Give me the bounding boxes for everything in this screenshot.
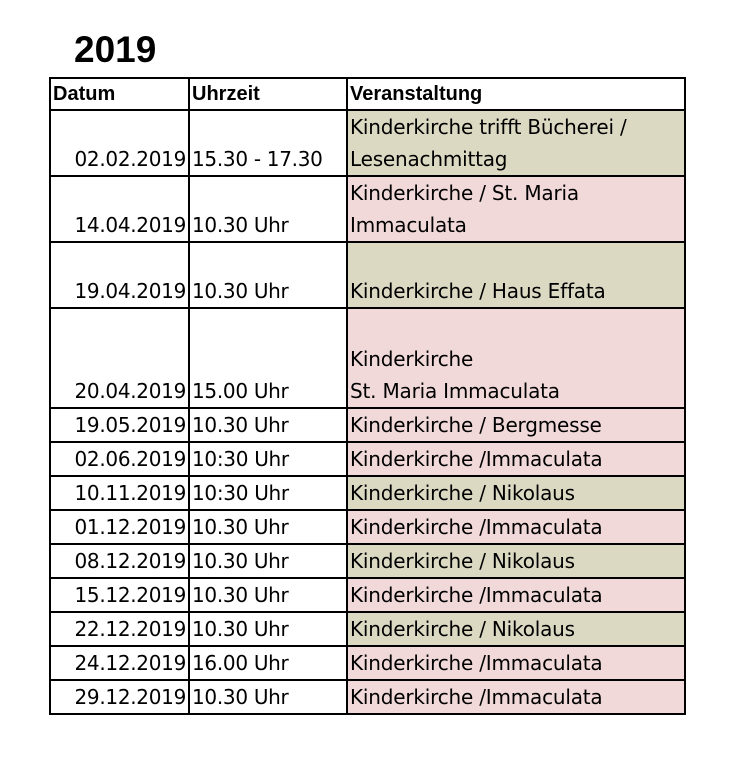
event-cell [347,544,685,578]
table-row [50,176,685,242]
date-cell: 22.12.2019 [50,612,189,646]
time-cell: 10.30 Uhr [189,680,347,714]
table-row [50,578,685,612]
event-line: St. Maria Immaculata [350,379,560,403]
column-header-time: Uhrzeit [189,78,347,110]
time-cell: 16.00 Uhr [189,646,347,680]
time-cell: 15.00 Uhr [189,308,347,408]
event-cell [347,476,685,510]
event-line: Kinderkirche / Haus Effata [350,279,606,303]
time-cell: 10.30 Uhr [189,242,347,308]
date-cell: 29.12.2019 [50,680,189,714]
time-cell: 10.30 Uhr [189,176,347,242]
date-cell: 08.12.2019 [50,544,189,578]
table-row [50,110,685,176]
table-row [50,680,685,714]
event-cell [347,578,685,612]
event-cell [347,308,685,408]
table-row [50,442,685,476]
date-cell: 01.12.2019 [50,510,189,544]
event-cell [347,646,685,680]
event-line: Kinderkirche trifft Bücherei / [350,115,627,139]
event-cell [347,242,685,308]
event-line: Kinderkirche / St. Maria [350,181,579,205]
event-line: Lesenachmittag [350,147,508,171]
time-cell: 10:30 Uhr [189,476,347,510]
date-cell: 19.04.2019 [50,242,189,308]
event-line: Kinderkirche / Nikolaus [350,549,575,573]
time-cell: 10:30 Uhr [189,442,347,476]
table-header-row [50,78,685,110]
date-cell: 10.11.2019 [50,476,189,510]
date-cell: 24.12.2019 [50,646,189,680]
date-cell: 02.02.2019 [50,110,189,176]
date-cell: 20.04.2019 [50,308,189,408]
page-title: 2019 [74,29,157,70]
time-cell: 10.30 Uhr [189,578,347,612]
table-row [50,408,685,442]
date-cell: 02.06.2019 [50,442,189,476]
event-line: Kinderkirche /Immaculata [350,447,603,471]
time-cell: 15.30 - 17.30 [189,110,347,176]
event-cell [347,408,685,442]
table-row [50,544,685,578]
date-cell: 15.12.2019 [50,578,189,612]
event-line: Kinderkirche [350,347,474,371]
column-header-event: Veranstaltung [347,78,685,110]
time-cell: 10.30 Uhr [189,510,347,544]
table-row [50,476,685,510]
table-row [50,242,685,308]
event-line: Immaculata [350,213,467,237]
event-cell [347,510,685,544]
event-cell [347,110,685,176]
event-line: Kinderkirche /Immaculata [350,651,603,675]
time-cell: 10.30 Uhr [189,544,347,578]
event-line: Kinderkirche /Immaculata [350,515,603,539]
schedule-table [49,77,686,715]
table-row [50,308,685,408]
event-cell [347,680,685,714]
event-line: Kinderkirche /Immaculata [350,583,603,607]
table-row [50,510,685,544]
time-cell: 10.30 Uhr [189,612,347,646]
table-row [50,646,685,680]
event-line: Kinderkirche / Bergmesse [350,413,602,437]
date-cell: 14.04.2019 [50,176,189,242]
event-line: Kinderkirche /Immaculata [350,685,603,709]
event-cell [347,612,685,646]
event-cell [347,176,685,242]
event-cell [347,442,685,476]
time-cell: 10.30 Uhr [189,408,347,442]
event-line: Kinderkirche / Nikolaus [350,617,575,641]
event-line: Kinderkirche / Nikolaus [350,481,575,505]
table-row [50,612,685,646]
column-header-date: Datum [50,78,189,110]
date-cell: 19.05.2019 [50,408,189,442]
